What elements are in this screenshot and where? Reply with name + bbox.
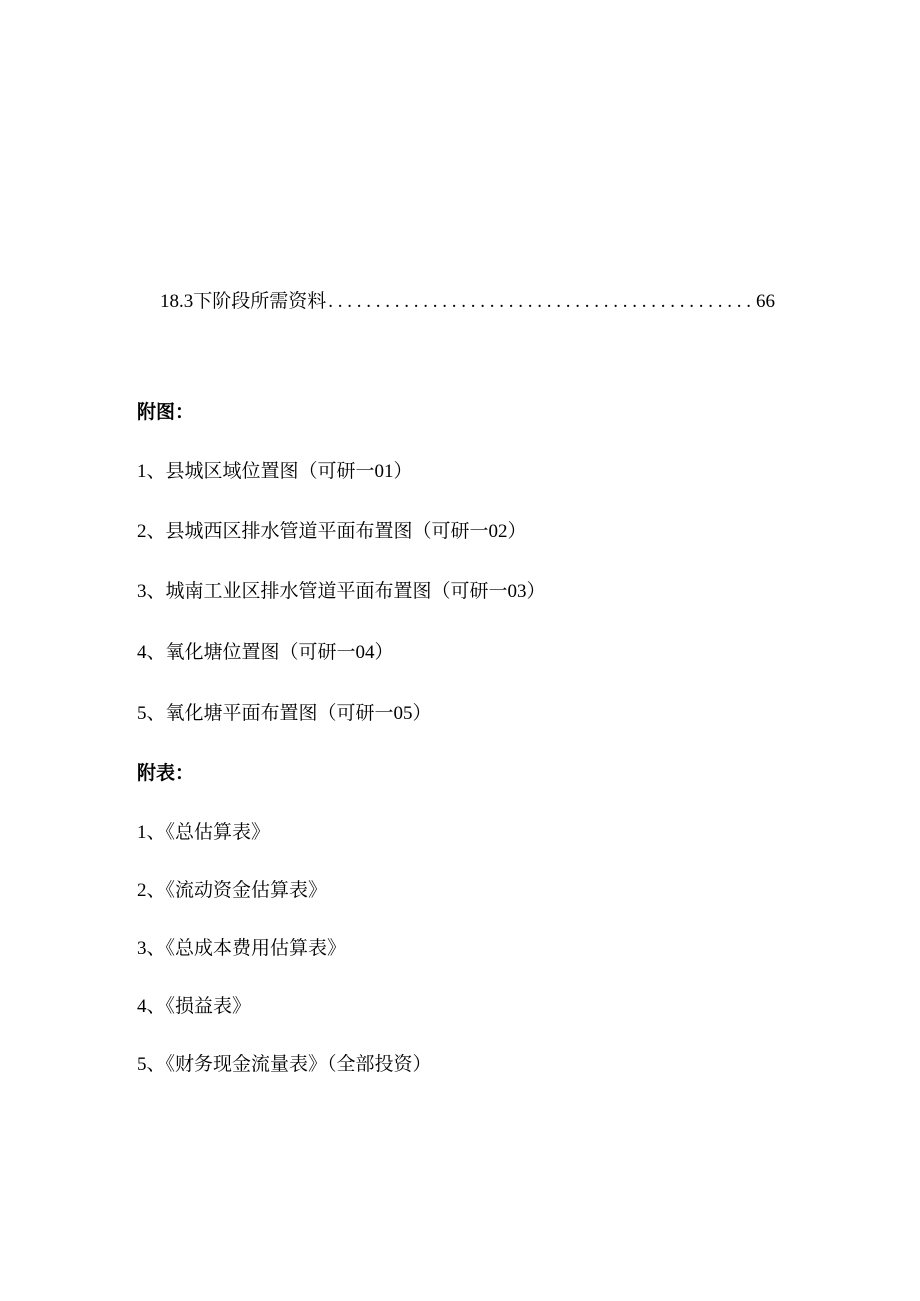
table-item-5: 5、《财务现金流量表》（全部投资） — [137, 1054, 432, 1075]
figure-item-2: 2、县城西区排水管道平面布置图（可研一02） — [137, 521, 527, 542]
tables-heading: 附表： — [137, 762, 195, 784]
figures-heading: 附图： — [137, 401, 195, 423]
figure-item-3: 3、城南工业区排水管道平面布置图（可研一03） — [137, 581, 546, 602]
table-item-4: 4、《损益表》 — [137, 996, 252, 1017]
table-item-3: 3、《总成本费用估算表》 — [137, 938, 347, 959]
toc-entry[interactable] — [160, 286, 775, 316]
figure-item-5: 5、氧化塘平面布置图（可研一05） — [137, 703, 432, 724]
toc-dot-leader — [328, 291, 754, 313]
figure-item-1: 1、县城区域位置图（可研一01） — [137, 461, 413, 482]
toc-entry-page-number: 66 — [756, 291, 775, 312]
figure-item-4: 4、氧化塘位置图（可研一04） — [137, 642, 394, 663]
table-item-1: 1、《总估算表》 — [137, 822, 271, 843]
toc-entry-title: 18.3下阶段所需资料 — [160, 291, 327, 312]
table-item-2: 2、《流动资金估算表》 — [137, 880, 328, 901]
